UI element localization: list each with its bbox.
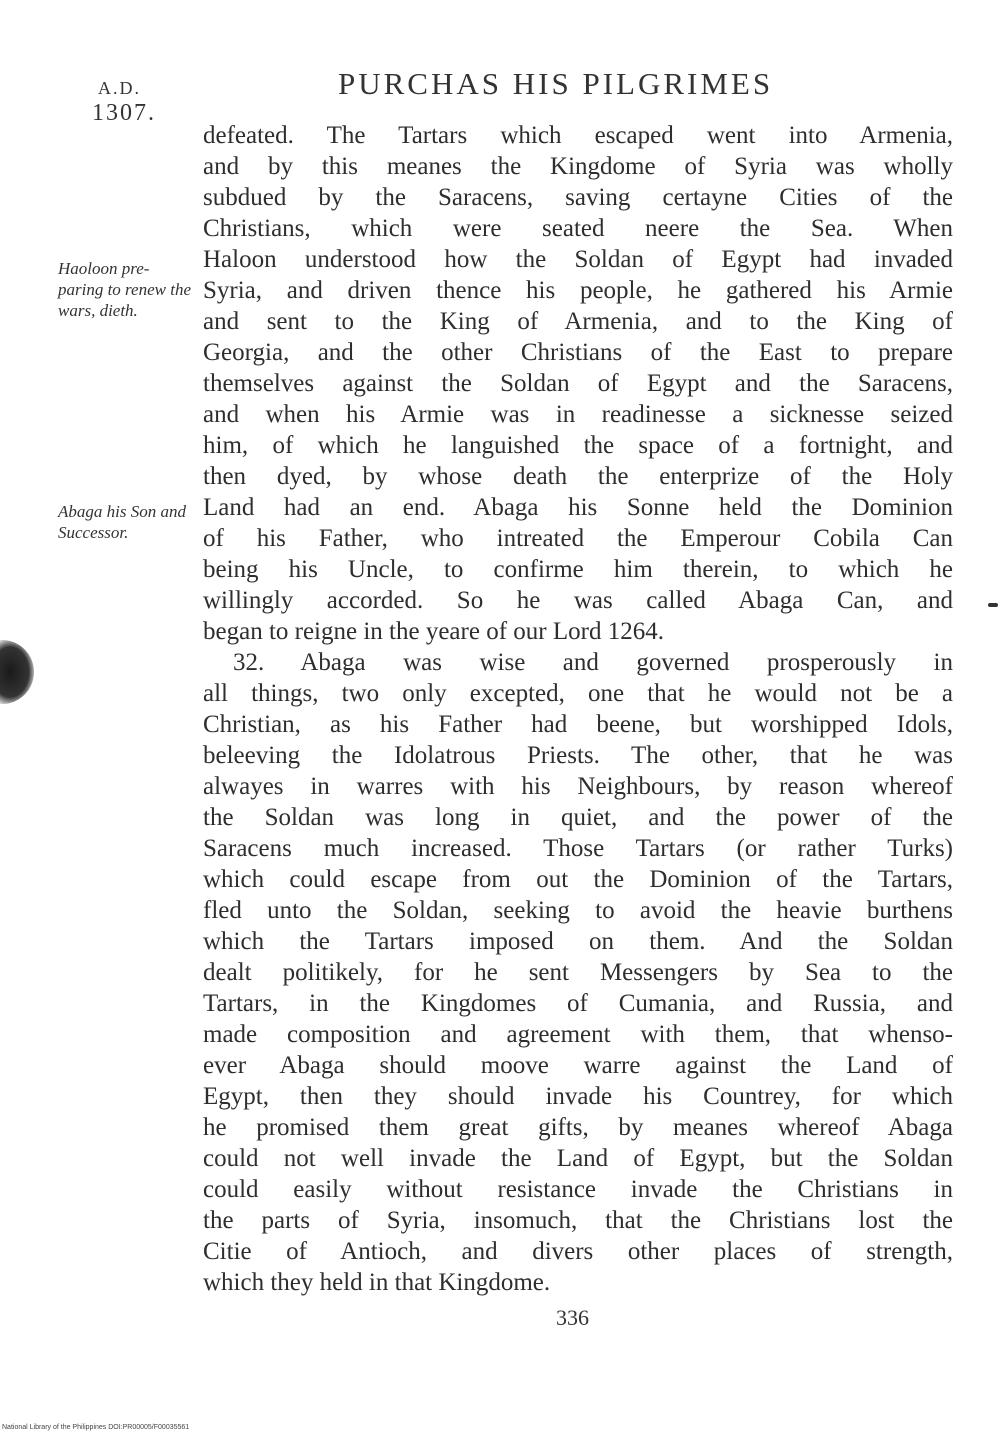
text-line: Haloon understood how the Soldan of Egypt had invaded <box>203 246 953 273</box>
page-number: 336 <box>556 1305 589 1330</box>
text-line: beleeving the Idolatrous Priests. The other, that he was <box>203 742 953 769</box>
text-line: could not well invade the Land of Egypt, but the Soldan <box>203 1145 953 1172</box>
text-line: made composition and agreement with them, that whenso- <box>203 1021 953 1048</box>
text-line: willingly accorded. So he was called Abaga Can, and <box>203 587 953 614</box>
text-line: could easily without resistance invade the Christians in <box>203 1176 953 1203</box>
text-line: ever Abaga should moove warre against the Land of <box>203 1052 953 1079</box>
text-line: began to reigne in the yeare of our Lord 1264. <box>203 618 664 645</box>
scan-edge-mark <box>988 603 998 607</box>
margin-date-label: A.D. <box>98 78 141 98</box>
text-line: fled unto the Soldan, seeking to avoid the heavie burthens <box>203 897 953 924</box>
text-line: Georgia, and the other Christians of the East to prepare <box>203 339 953 366</box>
text-line: the Soldan was long in quiet, and the power of the <box>203 804 953 831</box>
text-line: him, of which he languished the space of a fortnight, and <box>203 432 953 459</box>
text-line: and sent to the King of Armenia, and to the King of <box>203 308 953 335</box>
library-stamp: National Library of the Philippines DOI:PR00005/F00035561 <box>2 1424 190 1431</box>
text-line: he promised them great gifts, by meanes whereof Abaga <box>203 1114 953 1141</box>
text-line: which could escape from out the Dominion of the Tartars, <box>203 866 953 893</box>
text-line: the parts of Syria, insomuch, that the Christians lost the <box>203 1207 953 1234</box>
text-line: Saracens much increased. Those Tartars (or rather Turks) <box>203 835 953 862</box>
text-line: of his Father, who intreated the Emperour Cobila Can <box>203 525 953 552</box>
text-line: Christians, which were seated neere the Sea. When <box>203 215 953 242</box>
text-line: all things, two only excepted, one that he would not be a <box>203 680 953 707</box>
text-line: and when his Armie was in readinesse a sicknesse seized <box>203 401 953 428</box>
scan-thumb-shadow <box>0 640 34 704</box>
text-line: which they held in that Kingdome. <box>203 1269 551 1296</box>
text-line: and by this meanes the Kingdome of Syria was wholly <box>203 153 953 180</box>
margin-note-abaga: Abaga his Son and Successor. <box>58 502 186 542</box>
text-line: Land had an end. Abaga his Sonne held the Dominion <box>203 494 953 521</box>
body-text <box>203 120 953 1298</box>
text-line: being his Uncle, to confirme him therein, to which he <box>203 556 953 583</box>
running-title: PURCHAS HIS PILGRIMES <box>338 66 774 101</box>
text-line: which the Tartars imposed on them. And the Soldan <box>203 928 953 955</box>
text-line: Tartars, in the Kingdomes of Cumania, and Russia, and <box>203 990 953 1017</box>
text-line: Christian, as his Father had beene, but worshipped Idols, <box>203 711 953 738</box>
paragraph-start-line: 32. Abaga was wise and governed prosperously in <box>233 649 953 676</box>
text-line: Citie of Antioch, and divers other places of strength, <box>203 1238 953 1265</box>
text-line: alwayes in warres with his Neighbours, by reason whereof <box>203 773 953 800</box>
margin-year: 1307. <box>92 100 156 126</box>
margin-note-haoloon: Haoloon pre- paring to renew the wars, dieth. <box>58 259 191 320</box>
text-line: then dyed, by whose death the enterprize of the Holy <box>203 463 953 490</box>
text-line: subdued by the Saracens, saving certayne Cities of the <box>203 184 953 211</box>
text-line: Syria, and driven thence his people, he gathered his Armie <box>203 277 953 304</box>
text-line: dealt politikely, for he sent Messengers by Sea to the <box>203 959 953 986</box>
text-line: themselves against the Soldan of Egypt and the Saracens, <box>203 370 953 397</box>
text-line: Egypt, then they should invade his Countrey, for which <box>203 1083 953 1110</box>
text-line: defeated. The Tartars which escaped went into Armenia, <box>203 122 953 149</box>
